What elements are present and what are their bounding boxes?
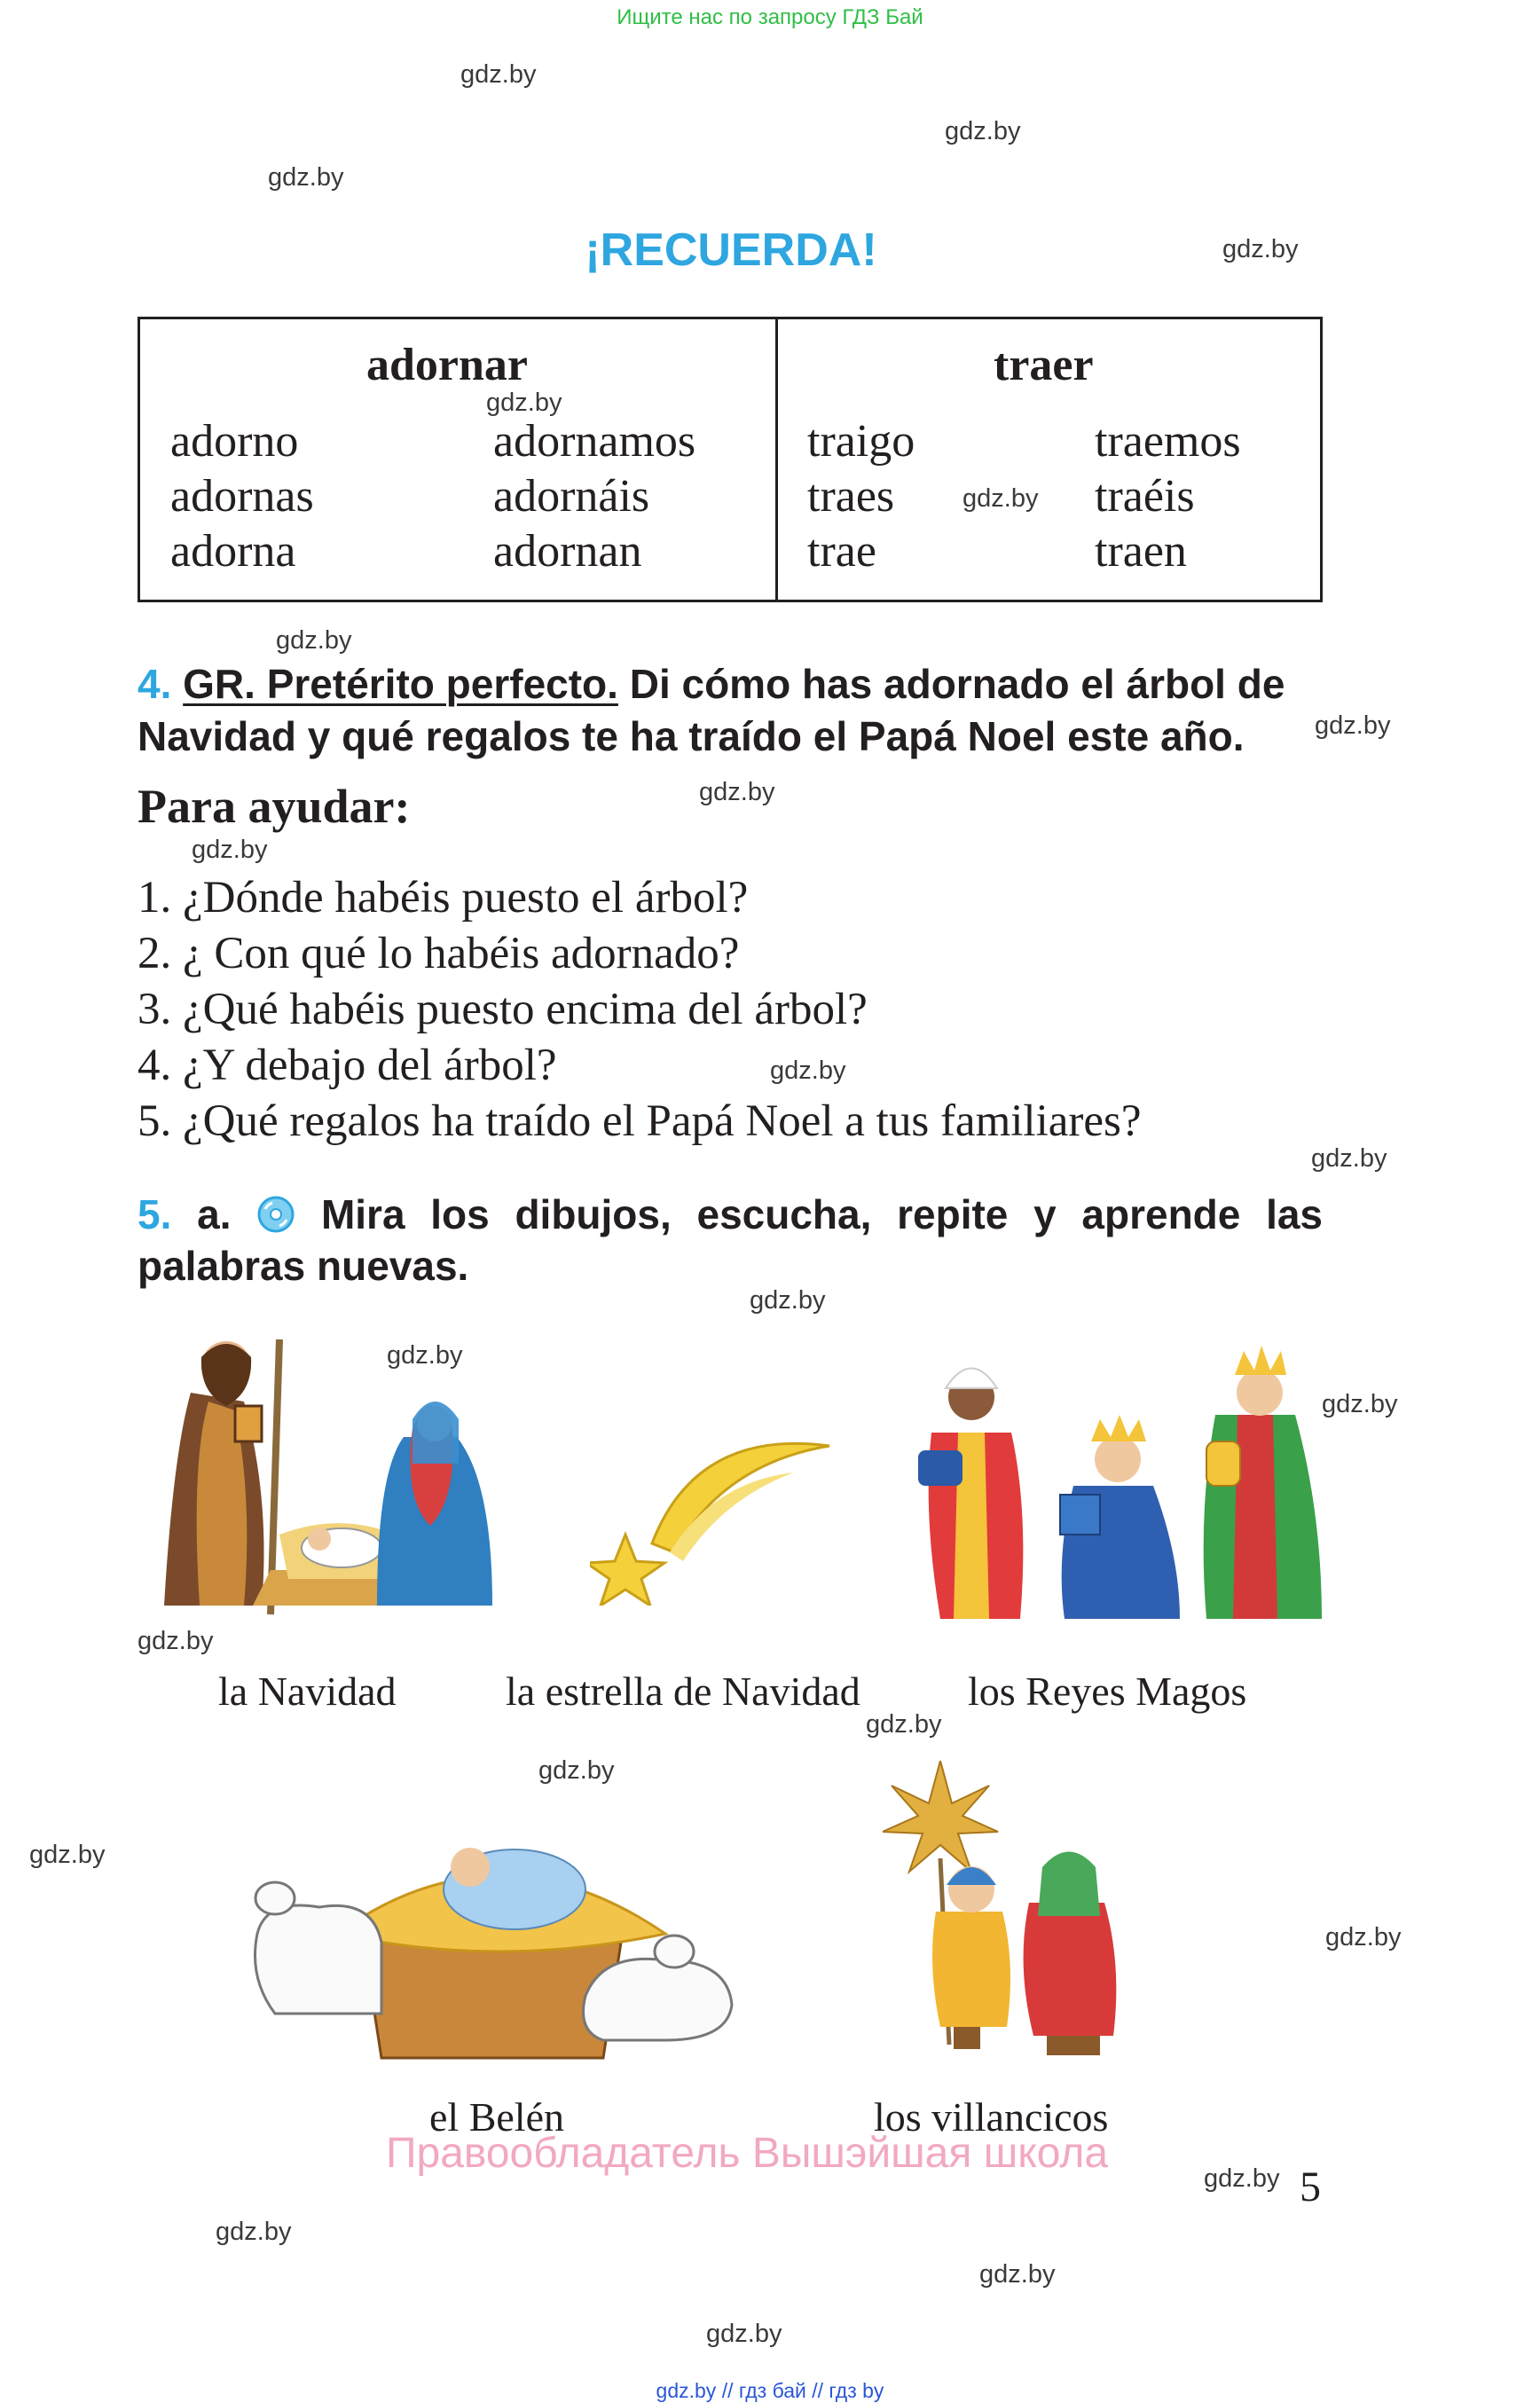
watermark: gdz.by — [706, 2320, 782, 2348]
recuerda-title: ¡RECUERDA! — [585, 224, 877, 276]
bottom-banner: gdz.by // гдз бай // гдз by — [656, 2379, 884, 2402]
exercise5-line1 — [138, 1190, 1323, 1238]
watermark: gdz.by — [770, 1056, 846, 1085]
conj-form: traigo — [807, 416, 915, 467]
audio-cd-icon[interactable] — [256, 1195, 295, 1234]
watermark: gdz.by — [866, 1710, 942, 1739]
watermark: gdz.by — [138, 1627, 214, 1655]
copyright-notice: Правообладатель Вышэйшая школа — [386, 2130, 1109, 2177]
exercise4-number: 4. — [138, 661, 172, 707]
exercise5-instruction: Mira los dibujos, escucha, repite y aprende las — [320, 1191, 1324, 1237]
question-item: 2. ¿ Con qué lo habéis adornado? — [138, 929, 740, 978]
watermark: gdz.by — [699, 778, 775, 806]
caption-la-navidad: la Navidad — [218, 1669, 397, 1714]
watermark: gdz.by — [945, 117, 1021, 145]
exercise4-grammar-label: GR. Pretérito perfecto. — [183, 661, 618, 707]
conj-form: adornamos — [493, 416, 696, 467]
watermark: gdz.by — [460, 60, 537, 89]
exercise4-line1 — [138, 660, 1285, 708]
watermark: gdz.by — [750, 1286, 826, 1315]
conj-form: traemos — [1095, 416, 1241, 467]
watermark: gdz.by — [486, 389, 562, 417]
nativity-illustration — [138, 1322, 510, 1623]
watermark: gdz.by — [29, 1841, 106, 1869]
conj-form: traéis — [1095, 471, 1195, 522]
watermark: gdz.by — [962, 484, 1039, 513]
caption-los-villancicos: los villancicos — [874, 2094, 1109, 2140]
conjugation-table — [138, 317, 1323, 602]
para-ayudar-title: Para ayudar: — [138, 780, 411, 833]
christmas-star-illustration — [590, 1410, 838, 1606]
question-item: 3. ¿Qué habéis puesto encima del árbol? — [138, 985, 868, 1034]
watermark: gdz.by — [1311, 1144, 1387, 1173]
caption-el-belen: el Belén — [429, 2094, 564, 2140]
three-kings-illustration — [914, 1335, 1331, 1628]
watermark: gdz.by — [538, 1756, 615, 1785]
carolers-illustration — [883, 1761, 1140, 2062]
exercise5-line2: palabras nuevas. — [138, 1243, 469, 1289]
exercise4-line2: Navidad y qué regalos te ha traído el Papá Noel este año. — [138, 713, 1245, 759]
page-number: 5 — [1300, 2163, 1321, 2211]
watermark: gdz.by — [1322, 1390, 1398, 1418]
watermark: gdz.by — [1325, 1923, 1402, 1951]
watermark: gdz.by — [387, 1341, 463, 1370]
conj-form: traen — [1095, 526, 1187, 577]
conj-form: traes — [807, 471, 895, 522]
watermark: gdz.by — [1222, 235, 1299, 263]
question-item: 1. ¿Dónde habéis puesto el árbol? — [138, 873, 749, 923]
watermark: gdz.by — [276, 626, 352, 655]
conj-form: adornáis — [493, 471, 650, 522]
caption-los-reyes-magos: los Reyes Magos — [968, 1669, 1247, 1714]
exercise5-sub: a. — [197, 1191, 232, 1237]
manger-illustration — [248, 1801, 745, 2067]
watermark: gdz.by — [268, 163, 344, 192]
question-item: 5. ¿Qué regalos ha traído el Papá Noel a tus familiares? — [138, 1096, 1142, 1146]
verb-heading-adornar: adornar — [366, 340, 528, 390]
watermark: gdz.by — [1315, 711, 1391, 740]
exercise4-instruction: Di cómo has adornado el árbol de — [629, 661, 1285, 707]
watermark: gdz.by — [979, 2260, 1056, 2289]
top-banner: Ищите нас по запросу ГДЗ Бай — [617, 5, 923, 29]
watermark: gdz.by — [1204, 2164, 1280, 2193]
conj-form: adornas — [170, 471, 314, 522]
table-divider — [775, 319, 778, 600]
caption-la-estrella: la estrella de Navidad — [506, 1669, 860, 1714]
conj-form: adornan — [493, 526, 642, 577]
question-item: 4. ¿Y debajo del árbol? — [138, 1041, 557, 1090]
conj-form: adorna — [170, 526, 296, 577]
exercise5-number: 5. — [138, 1191, 172, 1237]
conj-form: trae — [807, 526, 876, 577]
watermark: gdz.by — [216, 2218, 292, 2246]
watermark: gdz.by — [192, 836, 268, 864]
conj-form: adorno — [170, 416, 299, 467]
verb-heading-traer: traer — [994, 340, 1094, 390]
